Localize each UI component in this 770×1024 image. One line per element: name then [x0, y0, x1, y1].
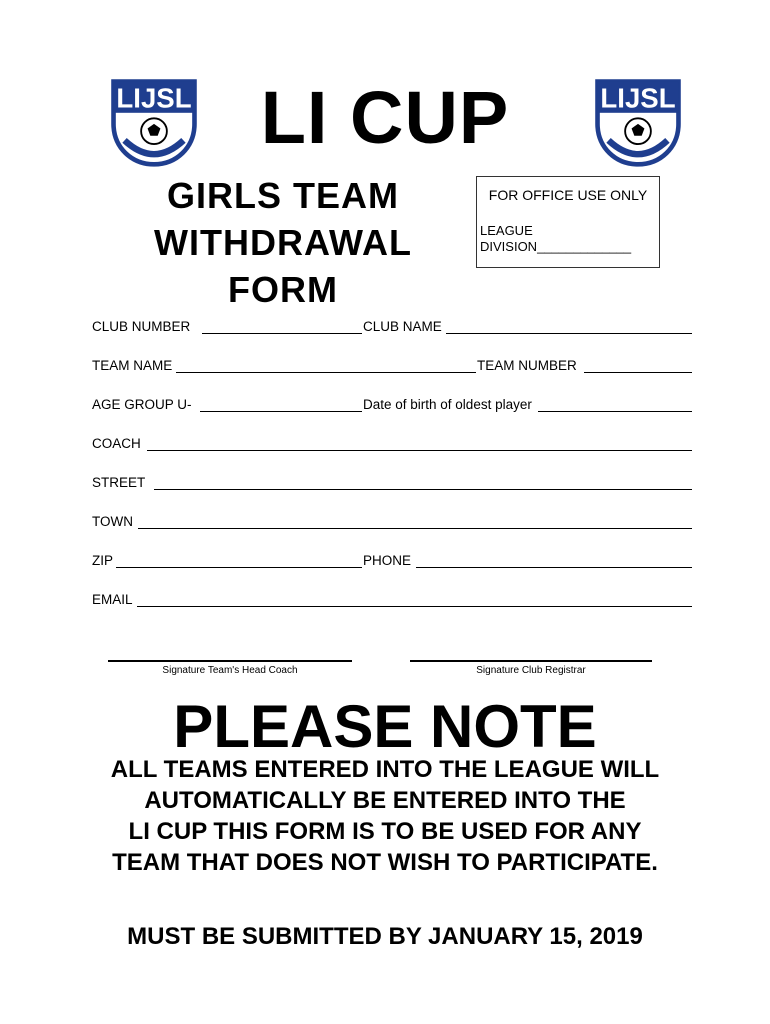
form-title-line3: FORM [228, 269, 338, 310]
dob-oldest-label: Date of birth of oldest player [363, 397, 532, 412]
row-zip [92, 550, 692, 572]
town-field[interactable] [138, 528, 692, 529]
row-club [92, 316, 692, 338]
zip-label: ZIP [92, 553, 114, 568]
deadline-text: MUST BE SUBMITTED BY JANUARY 15, 2019 [127, 923, 643, 950]
dob-oldest-field[interactable] [538, 411, 692, 412]
phone-field[interactable] [416, 567, 692, 568]
registrar-signature-caption: Signature Club Registrar [476, 665, 586, 676]
street-field[interactable] [154, 489, 692, 490]
note-line4: TEAM THAT DOES NOT WISH TO PARTICIPATE. [112, 849, 658, 876]
form-title [128, 172, 438, 313]
coach-label: COACH [92, 436, 141, 451]
svg-text:LIJSL: LIJSL [600, 82, 676, 114]
row-coach [92, 433, 692, 455]
team-number-field[interactable] [584, 372, 692, 373]
note-line3: LI CUP THIS FORM IS TO BE USED FOR ANY [128, 818, 642, 845]
row-town [92, 511, 692, 533]
division-label[interactable]: DIVISION_____________ [480, 239, 632, 254]
note-line1: ALL TEAMS ENTERED INTO THE LEAGUE WILL [110, 756, 660, 783]
coach-signature-line[interactable] [108, 660, 352, 662]
team-number-label: TEAM NUMBER [477, 358, 577, 373]
club-number-field[interactable] [202, 333, 362, 334]
form-title-line2: WITHDRAWAL [154, 222, 412, 263]
row-street [92, 472, 692, 494]
coach-field[interactable] [147, 450, 692, 451]
email-field[interactable] [137, 606, 692, 607]
coach-signature-caption: Signature Team's Head Coach [162, 665, 298, 676]
team-name-label: TEAM NAME [92, 358, 173, 373]
club-name-field[interactable] [446, 333, 692, 334]
age-group-field[interactable] [200, 411, 362, 412]
office-use-box [476, 176, 660, 268]
club-number-label: CLUB NUMBER [92, 319, 191, 334]
row-email [92, 589, 692, 611]
phone-label: PHONE [363, 553, 412, 568]
league-label: LEAGUE [480, 223, 533, 238]
form-title-line1: GIRLS TEAM [167, 175, 399, 216]
club-name-label: CLUB NAME [363, 319, 442, 334]
please-note-heading: PLEASE NOTE [173, 693, 597, 760]
office-use-title: FOR OFFICE USE ONLY [488, 187, 648, 203]
email-label: EMAIL [92, 592, 133, 607]
page-title: LI CUP [260, 76, 510, 159]
note-line2: AUTOMATICALLY BE ENTERED INTO THE [144, 787, 626, 814]
svg-text:LIJSL: LIJSL [116, 82, 192, 114]
note-body [60, 754, 710, 878]
street-label: STREET [92, 475, 146, 490]
team-name-field[interactable] [176, 372, 476, 373]
registrar-signature-line[interactable] [410, 660, 652, 662]
row-team [92, 355, 692, 377]
zip-field[interactable] [116, 567, 362, 568]
town-label: TOWN [92, 514, 133, 529]
row-age [92, 394, 692, 416]
age-group-label: AGE GROUP U- [92, 397, 192, 412]
